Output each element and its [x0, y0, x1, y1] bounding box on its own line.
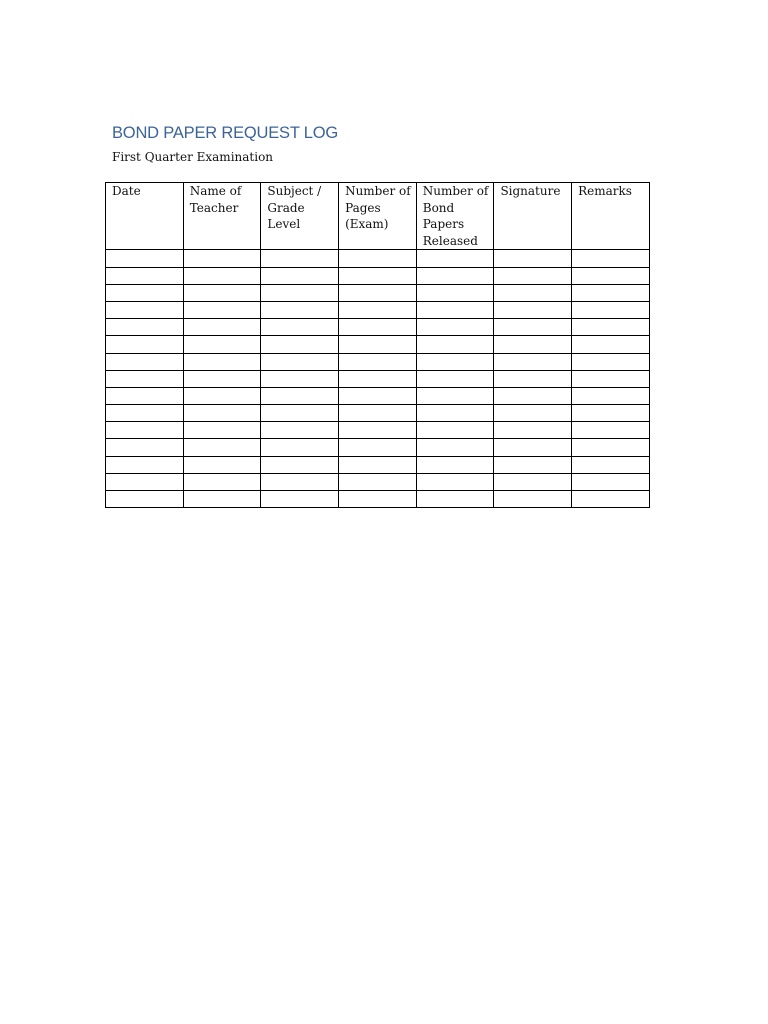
- column-header-line: Remarks: [578, 184, 632, 198]
- table-cell-signature[interactable]: [494, 301, 572, 318]
- request-log-table: [105, 182, 650, 508]
- table-cell-date[interactable]: [106, 353, 184, 370]
- table-cell-name-of-teacher[interactable]: [183, 250, 261, 267]
- table-cell-name-of-teacher[interactable]: [183, 284, 261, 301]
- table-cell-date[interactable]: [106, 422, 184, 439]
- table-cell-signature[interactable]: [494, 336, 572, 353]
- table-cell-number-of-bond-papers[interactable]: [416, 319, 494, 336]
- document-subtitle: First Quarter Examination: [112, 150, 274, 164]
- table-row: [106, 387, 650, 404]
- table-row: [106, 405, 650, 422]
- table-cell-signature[interactable]: [494, 422, 572, 439]
- table-cell-signature[interactable]: [494, 319, 572, 336]
- table-cell-number-of-bond-papers[interactable]: [416, 336, 494, 353]
- table-cell-date[interactable]: [106, 387, 184, 404]
- column-header-number-of-pages: [339, 183, 417, 250]
- column-header-line: Level: [267, 217, 301, 232]
- table-cell-remarks[interactable]: [572, 491, 650, 508]
- table-cell-subject-grade-level[interactable]: [261, 491, 339, 508]
- table-cell-number-of-pages[interactable]: [339, 336, 417, 353]
- table-cell-remarks[interactable]: [572, 405, 650, 422]
- table-cell-remarks[interactable]: [572, 439, 650, 456]
- table-body: [106, 250, 650, 508]
- table-cell-number-of-pages[interactable]: [339, 250, 417, 267]
- table-cell-remarks[interactable]: [572, 319, 650, 336]
- table-cell-signature[interactable]: [494, 353, 572, 370]
- column-header-line: Name of: [189, 184, 242, 198]
- column-header-line: Teacher: [189, 200, 239, 215]
- document-title: BOND PAPER REQUEST LOG: [112, 124, 339, 142]
- table-cell-name-of-teacher[interactable]: [183, 422, 261, 439]
- table-cell-name-of-teacher[interactable]: [183, 491, 261, 508]
- table-cell-remarks[interactable]: [572, 370, 650, 387]
- table-cell-name-of-teacher[interactable]: [183, 370, 261, 387]
- table-cell-subject-grade-level[interactable]: [261, 456, 339, 473]
- table-cell-number-of-bond-papers[interactable]: [416, 456, 494, 473]
- column-header-line: Bond: [422, 200, 455, 215]
- table-cell-subject-grade-level[interactable]: [261, 353, 339, 370]
- table-cell-number-of-pages[interactable]: [339, 456, 417, 473]
- table-cell-number-of-bond-papers[interactable]: [416, 267, 494, 284]
- column-header-line: Grade: [267, 200, 305, 215]
- table-cell-number-of-bond-papers[interactable]: [416, 250, 494, 267]
- table-cell-name-of-teacher[interactable]: [183, 336, 261, 353]
- table-cell-signature[interactable]: [494, 456, 572, 473]
- table-cell-name-of-teacher[interactable]: [183, 473, 261, 490]
- column-header-line: Papers: [422, 217, 465, 232]
- table-row: [106, 319, 650, 336]
- table-cell-subject-grade-level[interactable]: [261, 422, 339, 439]
- table-row: [106, 370, 650, 387]
- table-cell-number-of-bond-papers[interactable]: [416, 284, 494, 301]
- table-cell-name-of-teacher[interactable]: [183, 405, 261, 422]
- table-cell-signature[interactable]: [494, 405, 572, 422]
- table-cell-date[interactable]: [106, 250, 184, 267]
- table-cell-signature[interactable]: [494, 439, 572, 456]
- table-cell-number-of-pages[interactable]: [339, 301, 417, 318]
- table-cell-signature[interactable]: [494, 250, 572, 267]
- column-header-date: [106, 183, 184, 250]
- table-cell-date[interactable]: [106, 301, 184, 318]
- table-cell-number-of-pages[interactable]: [339, 284, 417, 301]
- table-row: [106, 439, 650, 456]
- table-row: [106, 284, 650, 301]
- table-cell-date[interactable]: [106, 473, 184, 490]
- table-cell-signature[interactable]: [494, 473, 572, 490]
- table-cell-subject-grade-level[interactable]: [261, 301, 339, 318]
- table-cell-date[interactable]: [106, 370, 184, 387]
- table-row: [106, 267, 650, 284]
- table-cell-number-of-pages[interactable]: [339, 439, 417, 456]
- table-row: [106, 336, 650, 353]
- header-row: [106, 183, 650, 250]
- table-cell-date[interactable]: [106, 267, 184, 284]
- table-row: [106, 456, 650, 473]
- table-cell-remarks[interactable]: [572, 301, 650, 318]
- table-cell-number-of-bond-papers[interactable]: [416, 491, 494, 508]
- table-cell-subject-grade-level[interactable]: [261, 405, 339, 422]
- table-cell-number-of-pages[interactable]: [339, 491, 417, 508]
- column-header-subject-grade-level: [261, 183, 339, 250]
- table-row: [106, 473, 650, 490]
- table-cell-number-of-bond-papers[interactable]: [416, 439, 494, 456]
- table-cell-number-of-bond-papers[interactable]: [416, 353, 494, 370]
- table-cell-name-of-teacher[interactable]: [183, 301, 261, 318]
- table-cell-name-of-teacher[interactable]: [183, 319, 261, 336]
- table-cell-signature[interactable]: [494, 284, 572, 301]
- table-cell-subject-grade-level[interactable]: [261, 336, 339, 353]
- column-header-line: (Exam): [345, 217, 389, 232]
- table-cell-remarks[interactable]: [572, 473, 650, 490]
- table-cell-subject-grade-level[interactable]: [261, 370, 339, 387]
- table-cell-name-of-teacher[interactable]: [183, 439, 261, 456]
- table-cell-remarks[interactable]: [572, 456, 650, 473]
- table-cell-date[interactable]: [106, 439, 184, 456]
- table-cell-signature[interactable]: [494, 387, 572, 404]
- table-row: [106, 491, 650, 508]
- table-cell-subject-grade-level[interactable]: [261, 267, 339, 284]
- table-cell-name-of-teacher[interactable]: [183, 387, 261, 404]
- table-cell-date[interactable]: [106, 336, 184, 353]
- table-header: [106, 183, 650, 250]
- table-cell-subject-grade-level[interactable]: [261, 473, 339, 490]
- column-header-name-of-teacher: [183, 183, 261, 250]
- column-header-number-of-bond-papers: [416, 183, 494, 250]
- table-cell-subject-grade-level[interactable]: [261, 387, 339, 404]
- table-cell-remarks[interactable]: [572, 387, 650, 404]
- table-cell-number-of-bond-papers[interactable]: [416, 370, 494, 387]
- table-cell-number-of-pages[interactable]: [339, 473, 417, 490]
- table-cell-subject-grade-level[interactable]: [261, 284, 339, 301]
- table-cell-number-of-pages[interactable]: [339, 267, 417, 284]
- table-cell-number-of-pages[interactable]: [339, 319, 417, 336]
- column-header-line: Number of: [345, 184, 411, 198]
- table-cell-subject-grade-level[interactable]: [261, 439, 339, 456]
- table-cell-number-of-pages[interactable]: [339, 405, 417, 422]
- table-cell-name-of-teacher[interactable]: [183, 353, 261, 370]
- table-cell-signature[interactable]: [494, 267, 572, 284]
- column-header-line: Number of: [422, 184, 489, 198]
- table-row: [106, 301, 650, 318]
- table-cell-date[interactable]: [106, 405, 184, 422]
- column-header-line: Pages: [345, 200, 381, 215]
- table-cell-number-of-pages[interactable]: [339, 422, 417, 439]
- column-header-signature: [494, 183, 572, 250]
- table-cell-number-of-bond-papers[interactable]: [416, 422, 494, 439]
- table-cell-name-of-teacher[interactable]: [183, 267, 261, 284]
- table-cell-remarks[interactable]: [572, 267, 650, 284]
- column-header-line: Released: [422, 233, 478, 248]
- table-cell-subject-grade-level[interactable]: [261, 319, 339, 336]
- table-cell-number-of-bond-papers[interactable]: [416, 473, 494, 490]
- table-cell-number-of-pages[interactable]: [339, 370, 417, 387]
- table-cell-number-of-pages[interactable]: [339, 387, 417, 404]
- table-cell-remarks[interactable]: [572, 284, 650, 301]
- table-row: [106, 353, 650, 370]
- table-cell-signature[interactable]: [494, 370, 572, 387]
- table-cell-number-of-bond-papers[interactable]: [416, 387, 494, 404]
- table-cell-date[interactable]: [106, 284, 184, 301]
- table-cell-date[interactable]: [106, 491, 184, 508]
- table-cell-number-of-bond-papers[interactable]: [416, 405, 494, 422]
- column-header-line: Subject /: [267, 184, 322, 198]
- table-cell-remarks[interactable]: [572, 250, 650, 267]
- column-header-line: Signature: [500, 184, 561, 198]
- table-cell-number-of-bond-papers[interactable]: [416, 301, 494, 318]
- table-cell-date[interactable]: [106, 456, 184, 473]
- table-cell-remarks[interactable]: [572, 353, 650, 370]
- column-header-remarks: [572, 183, 650, 250]
- table-cell-remarks[interactable]: [572, 336, 650, 353]
- table-cell-number-of-pages[interactable]: [339, 353, 417, 370]
- table-cell-remarks[interactable]: [572, 422, 650, 439]
- table-cell-signature[interactable]: [494, 491, 572, 508]
- column-header-line: Date: [112, 184, 141, 198]
- table-row: [106, 250, 650, 267]
- table-cell-name-of-teacher[interactable]: [183, 456, 261, 473]
- table-row: [106, 422, 650, 439]
- table-cell-date[interactable]: [106, 319, 184, 336]
- table-cell-subject-grade-level[interactable]: [261, 250, 339, 267]
